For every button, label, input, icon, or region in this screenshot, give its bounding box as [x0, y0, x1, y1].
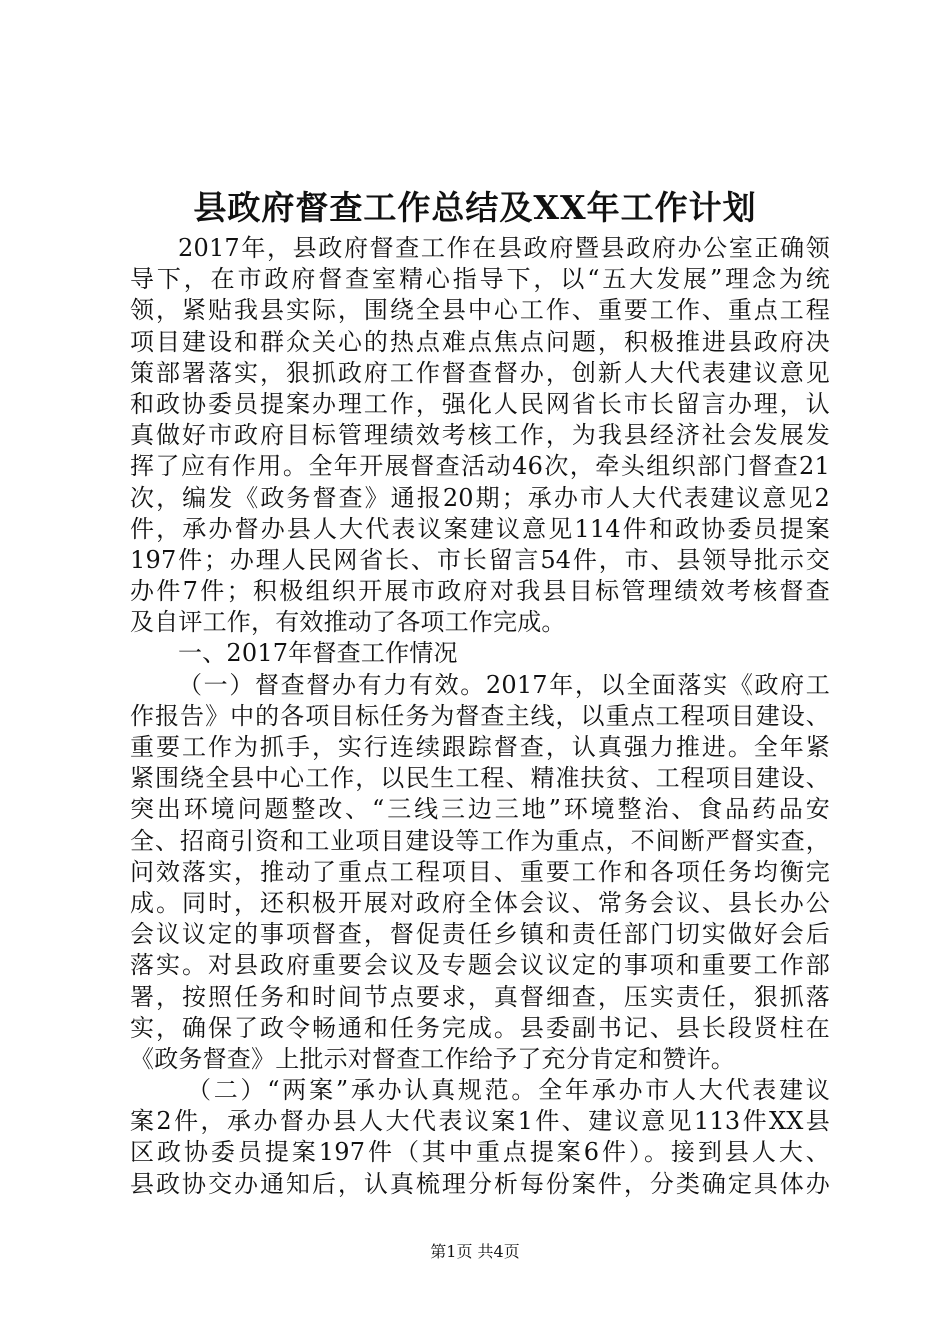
body-line: 办件7件；积极组织开展市政府对我县目标管理绩效考核督查 [130, 577, 830, 606]
body-line: 落实。对县政府重要会议及专题会议议定的事项和重要工作部 [130, 951, 830, 980]
body-line: 及自评工作，有效推动了各项工作完成。 [130, 608, 566, 637]
body-line: 重要工作为抓手，实行连续跟踪督查，认真强力推进。全年紧 [130, 733, 830, 761]
body-line: 全、招商引资和工业项目建设等工作为重点，不间断严督实查， [130, 826, 830, 855]
body-line: 真做好市政府目标管理绩效考核工作，为我县经济社会发展发 [130, 421, 830, 450]
body-line: 紧围绕全县中心工作，以民生工程、精准扶贫、工程项目建设、 [130, 764, 830, 793]
body-line: 挥了应有作用。全年开展督查活动46次，牵头组织部门督查21 [130, 452, 830, 481]
body-line: 领，紧贴我县实际，围绕全县中心工作、重要工作、重点工程 [130, 296, 830, 325]
body-line: 成。同时，还积极开展对政府全体会议、常务会议、县长办公 [130, 888, 830, 917]
body-line: 区政协委员提案197件（其中重点提案6件）。接到县人大、 [130, 1138, 830, 1167]
body-line: 件，承办督办县人大代表议案建议意见114件和政协委员提案 [130, 514, 830, 543]
body-line: 197件；办理人民网省长、市长留言54件，市、县领导批示交 [130, 545, 830, 574]
body-line: 2017年，县政府督查工作在县政府暨县政府办公室正确领 [178, 234, 830, 262]
document-title: 县政府督查工作总结及XX年工作计划 [193, 188, 757, 227]
section-heading: 一、2017年督查工作情况 [178, 639, 458, 668]
body-line: 导下，在市政府督查室精心指导下，以“五大发展”理念为统 [130, 265, 830, 294]
body-line: 突出环境问题整改、“三线三边三地”环境整治、食品药品安 [130, 795, 830, 824]
body-line: 策部署落实，狠抓政府工作督查督办，创新人大代表建议意见 [130, 358, 830, 387]
body-line: 《政务督查》上批示对督查工作给予了充分肯定和赞许。 [130, 1044, 735, 1073]
body-line: 作报告》中的各项目标任务为督查主线，以重点工程项目建设、 [130, 701, 830, 730]
body-line: 问效落实，推动了重点工程项目、重要工作和各项任务均衡完 [130, 857, 830, 886]
body-line: （一）督查督办有力有效。2017年，以全面落实《政府工 [178, 670, 830, 699]
body-line: 县政协交办通知后，认真梳理分析每份案件，分类确定具体办 [130, 1169, 830, 1198]
body-line: 署，按照任务和时间节点要求，真督细查，压实责任，狠抓落 [130, 982, 830, 1011]
page-number-footer: 第1页 共4页 [430, 1242, 520, 1261]
body-line: 会议议定的事项督查，督促责任乡镇和责任部门切实做好会后 [130, 920, 830, 949]
body-line: 项目建设和群众关心的热点难点焦点问题，积极推进县政府决 [130, 327, 830, 356]
body-line: 和政协委员提案办理工作，强化人民网省长市长留言办理，认 [130, 389, 830, 418]
body-line: 实，确保了政令畅通和任务完成。县委副书记、县长段贤柱在 [130, 1013, 830, 1042]
document-body [130, 233, 830, 1200]
body-line: 次，编发《政务督查》通报20期；承办市人大代表建议意见2 [130, 483, 830, 512]
body-line: （二）“两案”承办认真规范。全年承办市人大代表建议 [187, 1076, 830, 1105]
body-line: 案2件，承办督办县人大代表议案1件、建议意见113件XX县 [130, 1107, 830, 1136]
